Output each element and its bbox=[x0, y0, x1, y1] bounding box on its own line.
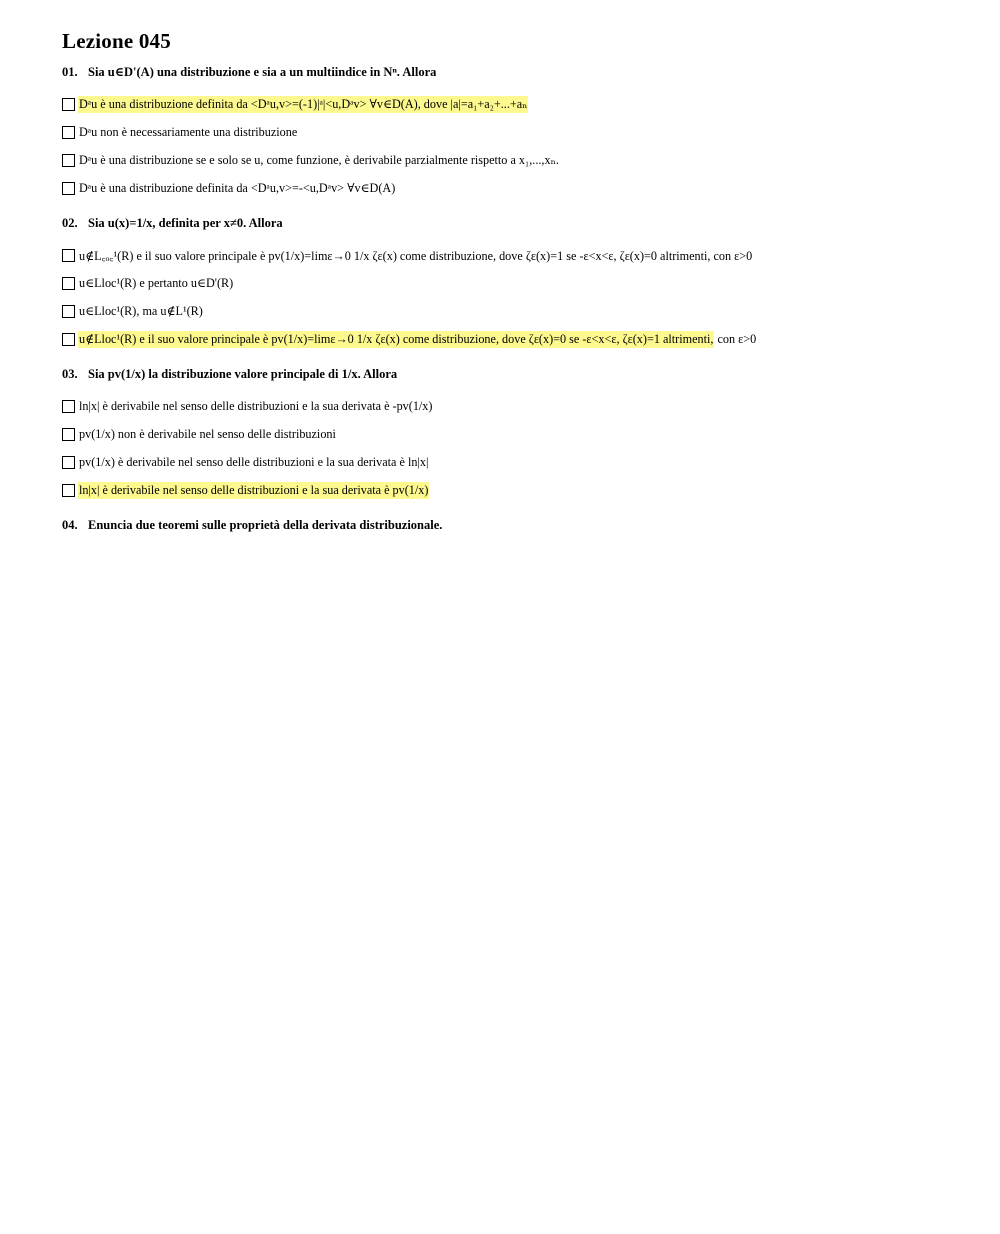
answer-option[interactable] bbox=[62, 90, 982, 118]
answer-option[interactable] bbox=[62, 448, 982, 476]
question-heading bbox=[62, 365, 982, 383]
question-number: 02. bbox=[62, 216, 78, 230]
checkbox[interactable] bbox=[62, 484, 75, 497]
option-text: pv(1/x) è derivabile nel senso delle distribuzioni e la sua derivata è ln|x| bbox=[79, 454, 429, 469]
answer-option[interactable] bbox=[62, 146, 982, 174]
checkbox[interactable] bbox=[62, 428, 75, 441]
question-heading bbox=[62, 63, 982, 81]
checkbox[interactable] bbox=[62, 126, 75, 139]
answer-option[interactable] bbox=[62, 174, 982, 202]
question-number: 01. bbox=[62, 65, 78, 79]
question-text: Sia pv(1/x) la distribuzione valore principale di 1/x. Allora bbox=[88, 367, 398, 381]
options-list bbox=[62, 392, 982, 504]
checkbox[interactable] bbox=[62, 333, 75, 346]
checkbox[interactable] bbox=[62, 154, 75, 167]
question-heading bbox=[62, 516, 982, 534]
question-number: 03. bbox=[62, 367, 78, 381]
option-text: u∉L꜀ₒ꜀¹(R) e il suo valore principale è pv(1/x)=limε→0 1/x ζε(x) come distribuzione, dove ζε(x)=1 se -ε<x<ε, ζε(x)=0 altrimenti, con ε>0 bbox=[79, 248, 753, 263]
answer-option[interactable] bbox=[62, 269, 982, 297]
answer-option[interactable] bbox=[62, 325, 982, 353]
checkbox[interactable] bbox=[62, 456, 75, 469]
checkbox[interactable] bbox=[62, 182, 75, 195]
answer-option[interactable] bbox=[62, 420, 982, 448]
question-number: 04. bbox=[62, 518, 78, 532]
option-text: u∈Lloc¹(R), ma u∉L¹(R) bbox=[79, 303, 203, 318]
options-list bbox=[62, 90, 982, 202]
question-text: Sia u(x)=1/x, definita per x≠0. Allora bbox=[88, 216, 283, 230]
option-text: ln|x| è derivabile nel senso delle distribuzioni e la sua derivata è -pv(1/x) bbox=[79, 398, 433, 413]
option-text: Dᵃu è una distribuzione definita da <Dᵃu,v>=(-1)|ᵃ|<u,Dᵃv> ∀v∈D(A), dove |a|=a₁+a₂+...+aₙ bbox=[79, 96, 528, 111]
options-list bbox=[62, 241, 982, 353]
option-text: Dᵃu non è necessariamente una distribuzione bbox=[79, 124, 298, 139]
answer-option[interactable] bbox=[62, 118, 982, 146]
question-heading bbox=[62, 214, 982, 232]
option-text: u∉Lloc¹(R) e il suo valore principale è pv(1/x)=limε→0 1/x ζε(x) come distribuzione, dove ζε(x)=0 se -ε<x<ε, ζε(x)=1 altrimenti, bbox=[79, 331, 714, 346]
page-title: Lezione 045 bbox=[62, 29, 171, 53]
answer-option[interactable] bbox=[62, 297, 982, 325]
answer-option[interactable] bbox=[62, 476, 982, 504]
question-04 bbox=[62, 516, 982, 534]
checkbox[interactable] bbox=[62, 400, 75, 413]
question-text: Enuncia due teoremi sulle proprietà della derivata distribuzionale. bbox=[88, 518, 443, 532]
option-text: ln|x| è derivabile nel senso delle distribuzioni e la sua derivata è pv(1/x) bbox=[79, 482, 429, 497]
question-01 bbox=[62, 63, 982, 202]
option-text: Dᵃu è una distribuzione se e solo se u, come funzione, è derivabile parzialmente rispetto a x₁,...,xₙ. bbox=[79, 152, 559, 167]
checkbox[interactable] bbox=[62, 305, 75, 318]
checkbox[interactable] bbox=[62, 249, 75, 262]
option-text: pv(1/x) non è derivabile nel senso delle distribuzioni bbox=[79, 426, 336, 441]
option-text: u∈Lloc¹(R) e pertanto u∈D'(R) bbox=[79, 275, 234, 290]
option-text: Dᵃu è una distribuzione definita da <Dᵃu,v>=-<u,Dᵃv> ∀v∈D(A) bbox=[79, 180, 396, 195]
answer-option[interactable] bbox=[62, 392, 982, 420]
question-text: Sia u∈D'(A) una distribuzione e sia a un multiindice in Nⁿ. Allora bbox=[88, 65, 437, 79]
option-text-suffix: con ε>0 bbox=[714, 331, 757, 346]
question-03 bbox=[62, 365, 982, 504]
question-02 bbox=[62, 214, 982, 353]
answer-option[interactable] bbox=[62, 241, 982, 269]
checkbox[interactable] bbox=[62, 98, 75, 111]
checkbox[interactable] bbox=[62, 277, 75, 290]
